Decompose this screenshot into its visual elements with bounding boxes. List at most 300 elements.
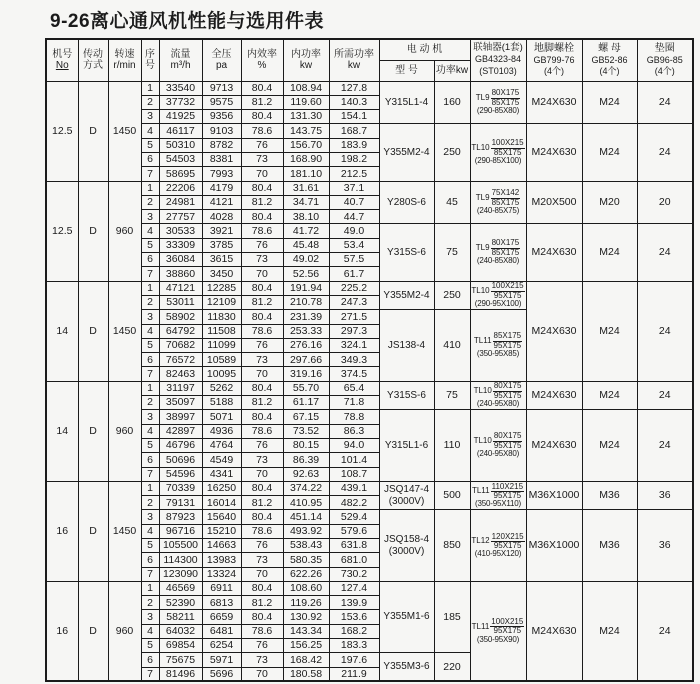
cell-required-power: 529.4	[329, 510, 379, 524]
cell-pressure: 4764	[202, 438, 241, 452]
cell-seq: 7	[141, 167, 159, 181]
cell-flow: 64792	[159, 324, 202, 338]
cell-machine-no: 14	[46, 381, 78, 481]
cell-efficiency: 80.4	[241, 181, 283, 195]
cell-internal-power: 622.26	[283, 567, 329, 581]
cell-required-power: 53.4	[329, 238, 379, 252]
cell-seq: 3	[141, 410, 159, 424]
cell-internal-power: 180.58	[283, 667, 329, 681]
cell-required-power: 631.8	[329, 539, 379, 553]
cell-internal-power: 108.60	[283, 581, 329, 595]
cell-flow: 64032	[159, 624, 202, 638]
cell-required-power: 374.5	[329, 367, 379, 381]
cell-speed: 960	[108, 381, 141, 481]
col-motor-power: 功率kw	[434, 60, 470, 81]
cell-efficiency: 80.4	[241, 281, 283, 295]
cell-flow: 54596	[159, 467, 202, 481]
cell-flow: 70682	[159, 338, 202, 352]
cell-motor-power: 110	[434, 410, 470, 481]
cell-required-power: 127.4	[329, 581, 379, 595]
col-drive-label2: 方式	[83, 60, 103, 72]
col-washer-label: 垫圈	[654, 43, 675, 55]
cell-internal-power: 319.16	[283, 367, 329, 381]
col-speed	[108, 39, 141, 81]
col-drive-label: 传动	[83, 49, 103, 61]
col-washer-qty: (4个)	[654, 65, 675, 76]
col-efficiency	[241, 39, 283, 81]
col-internal-power-unit: kw	[299, 60, 313, 72]
cell-required-power: 101.4	[329, 453, 379, 467]
cell-pressure: 9713	[202, 81, 241, 95]
cell-flow: 33309	[159, 238, 202, 252]
cell-internal-power: 86.39	[283, 453, 329, 467]
cell-coupling: TL11 $\frac{100X215}{95X175}$ (350-95X90)	[470, 581, 526, 681]
cell-pressure: 5071	[202, 410, 241, 424]
cell-seq: 1	[141, 181, 159, 195]
cell-seq: 2	[141, 396, 159, 410]
cell-internal-power: 38.10	[283, 210, 329, 224]
cell-nut: M24	[582, 281, 637, 381]
cell-flow: 114300	[159, 553, 202, 567]
cell-flow: 35097	[159, 396, 202, 410]
cell-seq: 3	[141, 110, 159, 124]
cell-internal-power: 119.60	[283, 95, 329, 109]
cell-pressure: 10095	[202, 367, 241, 381]
cell-efficiency: 80.4	[241, 110, 283, 124]
col-pressure	[202, 39, 241, 81]
cell-required-power: 127.8	[329, 81, 379, 95]
cell-washer: 36	[637, 481, 693, 510]
cell-pressure: 7993	[202, 167, 241, 181]
cell-flow: 81496	[159, 667, 202, 681]
cell-efficiency: 73	[241, 453, 283, 467]
cell-required-power: 40.7	[329, 195, 379, 209]
table-row	[46, 281, 693, 295]
cell-washer: 36	[637, 510, 693, 581]
cell-efficiency: 70	[241, 367, 283, 381]
cell-required-power: 44.7	[329, 210, 379, 224]
cell-internal-power: 45.48	[283, 238, 329, 252]
cell-pressure: 5262	[202, 381, 241, 395]
cell-motor-power: 160	[434, 81, 470, 124]
cell-flow: 31197	[159, 381, 202, 395]
cell-seq: 2	[141, 295, 159, 309]
cell-required-power: 225.2	[329, 281, 379, 295]
cell-seq: 6	[141, 653, 159, 667]
cell-efficiency: 81.2	[241, 195, 283, 209]
cell-seq: 4	[141, 224, 159, 238]
cell-pressure: 11099	[202, 338, 241, 352]
cell-efficiency: 76	[241, 138, 283, 152]
cell-internal-power: 231.39	[283, 310, 329, 324]
cell-pressure: 4121	[202, 195, 241, 209]
cell-pressure: 3450	[202, 267, 241, 281]
cell-flow: 75675	[159, 653, 202, 667]
cell-efficiency: 80.4	[241, 581, 283, 595]
cell-required-power: 65.4	[329, 381, 379, 395]
col-flow-label: 流量	[170, 49, 191, 61]
cell-anchor-bolt: M36X1000	[526, 510, 582, 581]
cell-seq: 4	[141, 524, 159, 538]
cell-anchor-bolt: M24X630	[526, 224, 582, 281]
col-machine-no	[46, 39, 78, 81]
cell-required-power: 197.6	[329, 653, 379, 667]
cell-pressure: 4179	[202, 181, 241, 195]
cell-efficiency: 81.2	[241, 295, 283, 309]
cell-motor-power: 250	[434, 124, 470, 181]
cell-pressure: 16250	[202, 481, 241, 495]
cell-internal-power: 34.71	[283, 195, 329, 209]
cell-coupling: TL10 $\frac{80X175}{95X175}$ (240-95X80)	[470, 410, 526, 481]
cell-pressure: 6481	[202, 624, 241, 638]
cell-seq: 6	[141, 152, 159, 166]
cell-seq: 2	[141, 195, 159, 209]
cell-pressure: 3921	[202, 224, 241, 238]
col-pressure-unit: pa	[215, 60, 228, 72]
cell-washer: 24	[637, 410, 693, 481]
cell-flow: 33540	[159, 81, 202, 95]
col-washer-std: GB96-85	[646, 54, 683, 65]
col-internal-power-label: 内功率	[291, 49, 321, 61]
cell-required-power: 71.8	[329, 396, 379, 410]
cell-drive: D	[78, 581, 108, 681]
cell-machine-no: 16	[46, 581, 78, 681]
col-flow-unit: m³/h	[170, 60, 191, 72]
cell-flow: 42897	[159, 424, 202, 438]
cell-anchor-bolt: M20X500	[526, 181, 582, 224]
cell-motor-model: Y355M2-4	[379, 124, 434, 181]
cell-speed: 960	[108, 181, 141, 281]
cell-nut: M20	[582, 181, 637, 224]
cell-motor-power: 185	[434, 581, 470, 652]
col-pressure-label: 全压	[211, 49, 232, 61]
cell-flow: 96716	[159, 524, 202, 538]
cell-required-power: 49.0	[329, 224, 379, 238]
cell-internal-power: 55.70	[283, 381, 329, 395]
cell-flow: 87923	[159, 510, 202, 524]
cell-internal-power: 493.92	[283, 524, 329, 538]
cell-pressure: 4028	[202, 210, 241, 224]
cell-internal-power: 49.02	[283, 253, 329, 267]
cell-internal-power: 143.75	[283, 124, 329, 138]
cell-washer: 24	[637, 124, 693, 181]
cell-motor-model: JS138-4	[379, 310, 434, 381]
table-row	[46, 124, 693, 138]
col-motor: 电 动 机	[379, 39, 470, 60]
cell-efficiency: 81.2	[241, 95, 283, 109]
cell-flow: 46796	[159, 438, 202, 452]
cell-flow: 38997	[159, 410, 202, 424]
cell-flow: 52390	[159, 596, 202, 610]
cell-motor-power: 850	[434, 510, 470, 581]
cell-internal-power: 119.26	[283, 596, 329, 610]
cell-seq: 4	[141, 424, 159, 438]
cell-motor-power: 500	[434, 481, 470, 510]
cell-efficiency: 80.4	[241, 81, 283, 95]
cell-seq: 3	[141, 210, 159, 224]
cell-required-power: 681.0	[329, 553, 379, 567]
cell-seq: 7	[141, 467, 159, 481]
cell-pressure: 4341	[202, 467, 241, 481]
cell-machine-no: 16	[46, 481, 78, 581]
cell-efficiency: 70	[241, 167, 283, 181]
cell-required-power: 86.3	[329, 424, 379, 438]
cell-required-power: 211.9	[329, 667, 379, 681]
cell-efficiency: 80.4	[241, 410, 283, 424]
col-machine-no-unit: No	[55, 60, 69, 72]
cell-internal-power: 61.17	[283, 396, 329, 410]
cell-internal-power: 52.56	[283, 267, 329, 281]
table-row	[46, 581, 693, 595]
cell-pressure: 16014	[202, 496, 241, 510]
cell-nut: M24	[582, 81, 637, 124]
cell-motor-model: Y315S-6	[379, 224, 434, 281]
table-row	[46, 510, 693, 524]
cell-efficiency: 76	[241, 238, 283, 252]
cell-coupling: TL10 $\frac{80X175}{95X175}$ (240-95X80)	[470, 381, 526, 410]
cell-efficiency: 76	[241, 639, 283, 653]
cell-flow: 38860	[159, 267, 202, 281]
cell-flow: 79131	[159, 496, 202, 510]
cell-pressure: 8782	[202, 138, 241, 152]
cell-pressure: 9575	[202, 95, 241, 109]
cell-required-power: 349.3	[329, 353, 379, 367]
cell-efficiency: 80.4	[241, 310, 283, 324]
cell-internal-power: 156.70	[283, 138, 329, 152]
cell-internal-power: 131.30	[283, 110, 329, 124]
cell-motor-power: 75	[434, 224, 470, 281]
cell-efficiency: 78.6	[241, 624, 283, 638]
cell-pressure: 13983	[202, 553, 241, 567]
cell-pressure: 11830	[202, 310, 241, 324]
cell-seq: 2	[141, 496, 159, 510]
cell-efficiency: 73	[241, 353, 283, 367]
col-coupling-label: 联轴器(1套)	[473, 42, 523, 54]
cell-seq: 1	[141, 581, 159, 595]
cell-motor-model: Y355M3-6	[379, 653, 434, 682]
col-seq-label: 序	[145, 49, 155, 61]
col-nut-label: 螺 母	[598, 43, 621, 55]
cell-efficiency: 81.2	[241, 596, 283, 610]
cell-speed: 1450	[108, 81, 141, 181]
col-nut-qty: (4个)	[599, 65, 620, 76]
cell-seq: 1	[141, 81, 159, 95]
cell-flow: 46569	[159, 581, 202, 595]
cell-internal-power: 108.94	[283, 81, 329, 95]
cell-drive: D	[78, 281, 108, 381]
cell-efficiency: 78.6	[241, 124, 283, 138]
cell-efficiency: 81.2	[241, 396, 283, 410]
cell-motor-power: 410	[434, 310, 470, 381]
cell-seq: 5	[141, 539, 159, 553]
cell-seq: 5	[141, 338, 159, 352]
cell-internal-power: 253.33	[283, 324, 329, 338]
cell-coupling: TL10 $\frac{100X215}{95X175}$ (290-95X100)	[470, 281, 526, 310]
cell-flow: 36084	[159, 253, 202, 267]
cell-anchor-bolt: M24X630	[526, 124, 582, 181]
cell-internal-power: 67.15	[283, 410, 329, 424]
cell-required-power: 154.1	[329, 110, 379, 124]
cell-efficiency: 80.4	[241, 481, 283, 495]
cell-efficiency: 70	[241, 667, 283, 681]
cell-nut: M24	[582, 381, 637, 410]
cell-nut: M36	[582, 510, 637, 581]
cell-flow: 58902	[159, 310, 202, 324]
cell-required-power: 37.1	[329, 181, 379, 195]
cell-drive: D	[78, 181, 108, 281]
cell-required-power: 94.0	[329, 438, 379, 452]
cell-pressure: 6659	[202, 610, 241, 624]
col-machine-no-label: 机号	[52, 49, 73, 61]
table-header	[46, 39, 693, 81]
col-motor-model: 型 号	[379, 60, 434, 81]
cell-speed: 960	[108, 581, 141, 681]
cell-seq: 5	[141, 639, 159, 653]
cell-flow: 105500	[159, 539, 202, 553]
cell-required-power: 183.3	[329, 639, 379, 653]
cell-efficiency: 73	[241, 152, 283, 166]
cell-flow: 30533	[159, 224, 202, 238]
cell-internal-power: 168.90	[283, 152, 329, 166]
page-title: 9-26离心通风机性能与选用件表	[50, 11, 325, 32]
cell-efficiency: 78.6	[241, 424, 283, 438]
cell-internal-power: 410.95	[283, 496, 329, 510]
cell-pressure: 11508	[202, 324, 241, 338]
cell-efficiency: 80.4	[241, 610, 283, 624]
table-row	[46, 181, 693, 195]
cell-required-power: 297.3	[329, 324, 379, 338]
table-row	[46, 224, 693, 238]
cell-motor-model: Y355M2-4	[379, 281, 434, 310]
cell-seq: 6	[141, 253, 159, 267]
cell-required-power: 579.6	[329, 524, 379, 538]
cell-anchor-bolt: M36X1000	[526, 481, 582, 510]
cell-efficiency: 70	[241, 567, 283, 581]
cell-seq: 5	[141, 138, 159, 152]
cell-pressure: 15210	[202, 524, 241, 538]
cell-coupling: TL9 $\frac{80X175}{85X175}$ (290-85X80)	[470, 81, 526, 124]
cell-pressure: 4936	[202, 424, 241, 438]
cell-required-power: 61.7	[329, 267, 379, 281]
table-row	[46, 381, 693, 395]
cell-internal-power: 451.14	[283, 510, 329, 524]
cell-flow: 58695	[159, 167, 202, 181]
cell-coupling: TL12 $\frac{120X215}{95X175}$ (410-95X120)	[470, 510, 526, 581]
cell-coupling: TL9 $\frac{75X142}{85X175}$ (240-85X75)	[470, 181, 526, 224]
cell-internal-power: 374.22	[283, 481, 329, 495]
cell-seq: 3	[141, 610, 159, 624]
cell-seq: 5	[141, 238, 159, 252]
cell-efficiency: 80.4	[241, 210, 283, 224]
cell-motor-model: Y315S-6	[379, 381, 434, 410]
col-coupling-std: GB4323-84	[474, 53, 522, 64]
cell-pressure: 6254	[202, 639, 241, 653]
col-speed-unit: r/min	[113, 60, 136, 72]
cell-internal-power: 31.61	[283, 181, 329, 195]
cell-flow: 123090	[159, 567, 202, 581]
cell-seq: 6	[141, 553, 159, 567]
cell-pressure: 6911	[202, 581, 241, 595]
cell-motor-model: Y315L1-6	[379, 410, 434, 481]
cell-internal-power: 297.66	[283, 353, 329, 367]
cell-motor-model: Y280S-6	[379, 181, 434, 224]
col-nut-std: GB52-86	[591, 54, 628, 65]
cell-efficiency: 70	[241, 467, 283, 481]
cell-efficiency: 78.6	[241, 224, 283, 238]
cell-machine-no: 12.5	[46, 81, 78, 181]
fan-performance-table	[45, 38, 694, 682]
cell-pressure: 3615	[202, 253, 241, 267]
cell-motor-model: Y315L1-4	[379, 81, 434, 124]
cell-coupling: TL11 $\frac{85X175}{95X175}$ (350-95X85)	[470, 310, 526, 381]
cell-flow: 50310	[159, 138, 202, 152]
cell-pressure: 12109	[202, 295, 241, 309]
cell-flow: 53011	[159, 295, 202, 309]
cell-flow: 69854	[159, 639, 202, 653]
cell-drive: D	[78, 381, 108, 481]
cell-internal-power: 73.52	[283, 424, 329, 438]
cell-seq: 3	[141, 510, 159, 524]
cell-required-power: 108.7	[329, 467, 379, 481]
cell-pressure: 5188	[202, 396, 241, 410]
cell-flow: 37732	[159, 95, 202, 109]
cell-seq: 4	[141, 624, 159, 638]
cell-pressure: 15640	[202, 510, 241, 524]
cell-required-power: 168.7	[329, 124, 379, 138]
cell-nut: M24	[582, 581, 637, 681]
cell-flow: 58211	[159, 610, 202, 624]
cell-coupling: TL9 $\frac{80X175}{85X175}$ (240-85X80)	[470, 224, 526, 281]
cell-efficiency: 78.6	[241, 524, 283, 538]
cell-pressure: 6813	[202, 596, 241, 610]
cell-nut: M24	[582, 410, 637, 481]
cell-anchor-bolt: M24X630	[526, 81, 582, 124]
cell-required-power: 271.5	[329, 310, 379, 324]
cell-motor-model: Y355M1-6	[379, 581, 434, 652]
cell-efficiency: 70	[241, 267, 283, 281]
cell-required-power: 57.5	[329, 253, 379, 267]
cell-anchor-bolt: M24X630	[526, 410, 582, 481]
cell-machine-no: 12.5	[46, 181, 78, 281]
cell-flow: 22206	[159, 181, 202, 195]
col-anchor-bolt	[526, 39, 582, 81]
cell-seq: 4	[141, 124, 159, 138]
cell-motor-power: 75	[434, 381, 470, 410]
cell-machine-no: 14	[46, 281, 78, 381]
cell-internal-power: 191.94	[283, 281, 329, 295]
cell-pressure: 10589	[202, 353, 241, 367]
cell-coupling: TL10 $\frac{100X215}{85X175}$ (290-85X100)	[470, 124, 526, 181]
cell-seq: 2	[141, 596, 159, 610]
cell-seq: 3	[141, 310, 159, 324]
table-row	[46, 481, 693, 495]
cell-required-power: 198.2	[329, 152, 379, 166]
col-anchor-bolt-std: GB799-76	[533, 54, 575, 65]
cell-nut: M24	[582, 224, 637, 281]
cell-internal-power: 168.42	[283, 653, 329, 667]
cell-pressure: 14663	[202, 539, 241, 553]
cell-washer: 24	[637, 381, 693, 410]
cell-efficiency: 73	[241, 253, 283, 267]
table-row	[46, 410, 693, 424]
cell-seq: 4	[141, 324, 159, 338]
cell-pressure: 12285	[202, 281, 241, 295]
table-body	[46, 81, 693, 681]
col-seq-label2: 号	[145, 60, 155, 72]
cell-flow: 70339	[159, 481, 202, 495]
table-row	[46, 81, 693, 95]
cell-washer: 24	[637, 224, 693, 281]
